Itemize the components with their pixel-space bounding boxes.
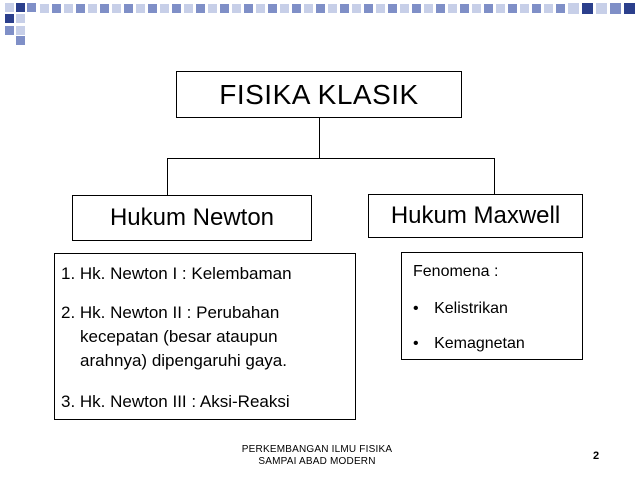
decorative-square [364, 4, 373, 13]
branch-node-newton-label: Hukum Newton [109, 204, 275, 231]
decorative-square [220, 4, 229, 13]
decorative-square [76, 4, 85, 13]
root-node-label: FISIKA KLASIK [219, 78, 419, 110]
decorative-square [568, 3, 579, 14]
decorative-square [124, 4, 133, 13]
branch-node-maxwell [368, 194, 583, 238]
decorative-square [460, 4, 469, 13]
newton-item-1: 1. Hk. Newton I : Kelembaman [61, 264, 292, 283]
decorative-square [624, 3, 635, 14]
decorative-square [596, 3, 607, 14]
decorative-square [424, 4, 433, 13]
decorative-square [64, 4, 73, 13]
root-node [176, 71, 462, 118]
decorative-square [304, 4, 313, 13]
decorative-square [40, 4, 49, 13]
bullet-icon: • [413, 300, 419, 317]
connector-horizontal [167, 158, 495, 159]
decorative-square [136, 4, 145, 13]
decorative-square [16, 36, 25, 45]
maxwell-bullet-1: Kelistrikan [434, 300, 508, 317]
decorative-square [412, 4, 421, 13]
decorative-square [376, 4, 385, 13]
decorative-square [556, 4, 565, 13]
decorative-square [508, 4, 517, 13]
newton-item-2-cont-2: arahnya) dipengaruhi gaya. [80, 351, 287, 370]
newton-item-2-cont-1: kecepatan (besar ataupun [80, 327, 278, 346]
decorative-square [27, 3, 36, 12]
maxwell-bullet-2: Kemagnetan [434, 335, 525, 352]
branch-node-maxwell-label: Hukum Maxwell [390, 202, 561, 229]
decorative-square [100, 4, 109, 13]
page-number: 2 [593, 450, 600, 462]
decorative-square [400, 4, 409, 13]
branch-node-newton [72, 195, 312, 241]
decorative-square [88, 4, 97, 13]
decorative-square [52, 4, 61, 13]
decorative-square [172, 4, 181, 13]
decorative-square [610, 3, 621, 14]
decorative-square [16, 26, 25, 35]
maxwell-content-box [401, 252, 583, 360]
decorative-square [292, 4, 301, 13]
footer-text [212, 444, 422, 468]
decorative-square [208, 4, 217, 13]
decorative-square [352, 4, 361, 13]
decorative-square [280, 4, 289, 13]
decorative-square [582, 3, 593, 14]
decorative-square [544, 4, 553, 13]
decorative-square [388, 4, 397, 13]
maxwell-heading: Fenomena : [413, 263, 499, 280]
footer-line-1: PERKEMBANGAN ILMU FISIKA [241, 444, 393, 455]
decorative-square [5, 3, 14, 12]
decorative-square [184, 4, 193, 13]
decorative-square [520, 4, 529, 13]
connector-left-down [167, 158, 168, 196]
decorative-square [268, 4, 277, 13]
decorative-square [340, 4, 349, 13]
decorative-square [232, 4, 241, 13]
decorative-square [16, 14, 25, 23]
maxwell-bullet-1-row [413, 300, 508, 318]
decorative-square [316, 4, 325, 13]
decorative-square [244, 4, 253, 13]
decorative-square [5, 14, 14, 23]
decorative-square [160, 4, 169, 13]
decorative-square [16, 3, 25, 12]
decorative-square [436, 4, 445, 13]
decorative-square [496, 4, 505, 13]
newton-content-box [54, 253, 356, 420]
decorative-square [328, 4, 337, 13]
decorative-square [472, 4, 481, 13]
decorative-square [532, 4, 541, 13]
connector-root-down [319, 117, 320, 159]
decorative-square [148, 4, 157, 13]
newton-item-3: 3. Hk. Newton III : Aksi-Reaksi [61, 392, 290, 411]
bullet-icon: • [413, 335, 419, 352]
decorative-square [196, 4, 205, 13]
decorative-square [5, 26, 14, 35]
newton-item-2: 2. Hk. Newton II : Perubahan [61, 303, 280, 322]
decorative-square [484, 4, 493, 13]
decorative-square [112, 4, 121, 13]
connector-right-down [494, 158, 495, 195]
footer-line-2: SAMPAI ABAD MODERN [258, 456, 376, 467]
maxwell-bullet-2-row [413, 335, 525, 353]
decorative-square [256, 4, 265, 13]
decorative-square [448, 4, 457, 13]
